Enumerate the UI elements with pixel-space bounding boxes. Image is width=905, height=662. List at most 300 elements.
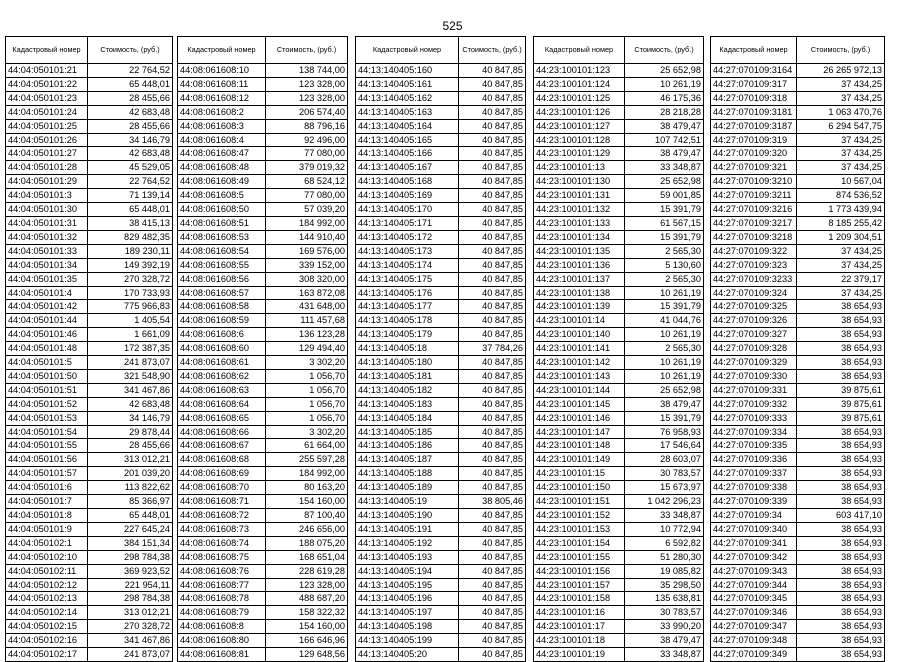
cadastral-number: 44:13:140405:182	[356, 383, 459, 397]
cost-value: 37 434,25	[797, 77, 885, 91]
cadastral-number: 44:27:070109:3164	[711, 64, 797, 78]
cadastral-number: 44:08:061608:54	[178, 244, 266, 258]
cadastral-number: 44:27:070109:318	[711, 91, 797, 105]
cost-value: 38 654,93	[797, 550, 885, 564]
cost-value: 15 673,97	[625, 481, 704, 495]
table-row	[178, 356, 348, 370]
cadastral-number: 44:23:100101:16	[534, 606, 625, 620]
table-row	[356, 606, 526, 620]
cadastral-number: 44:04:050101:55	[6, 439, 88, 453]
cadastral-number: 44:13:140405:185	[356, 425, 459, 439]
table-row	[356, 369, 526, 383]
cadastral-number: 44:08:061608:74	[178, 536, 266, 550]
cadastral-number: 44:13:140405:192	[356, 536, 459, 550]
cost-value: 38 654,93	[797, 522, 885, 536]
cadastral-number: 44:04:050101:6	[6, 481, 88, 495]
cadastral-number: 44:27:070109:327	[711, 328, 797, 342]
cost-value: 38 654,93	[797, 369, 885, 383]
table-row	[178, 314, 348, 328]
cadastral-number: 44:04:050102:14	[6, 606, 88, 620]
table-row	[356, 397, 526, 411]
table-row	[711, 606, 885, 620]
cost-value: 228 619,28	[266, 564, 348, 578]
cost-value: 38 654,93	[797, 328, 885, 342]
cost-value: 46 175,36	[625, 91, 704, 105]
cadastral-number: 44:08:061608:68	[178, 453, 266, 467]
cost-value: 40 847,85	[459, 509, 526, 523]
table-row	[178, 495, 348, 509]
cadastral-number: 44:08:061608:10	[178, 64, 266, 78]
cadastral-number: 44:13:140405:195	[356, 578, 459, 592]
cadastral-number: 44:23:100101:157	[534, 578, 625, 592]
cost-value: 341 467,86	[88, 634, 173, 648]
cost-value: 37 434,25	[797, 147, 885, 161]
cadastral-number: 44:13:140405:170	[356, 203, 459, 217]
table-row	[356, 175, 526, 189]
table-row	[711, 509, 885, 523]
table-row	[711, 258, 885, 272]
cost-value: 40 847,85	[459, 244, 526, 258]
table-row	[356, 91, 526, 105]
table-row	[178, 244, 348, 258]
cadastral-number: 44:08:061608:76	[178, 564, 266, 578]
cadastral-number: 44:13:140405:179	[356, 328, 459, 342]
table-row	[6, 189, 173, 203]
cadastral-number: 44:27:070109:324	[711, 286, 797, 300]
cost-value: 39 875,61	[797, 397, 885, 411]
table-row	[534, 216, 704, 230]
cost-value: 38 654,93	[797, 425, 885, 439]
cost-value: 59 001,85	[625, 189, 704, 203]
cadastral-number: 44:08:061608:49	[178, 175, 266, 189]
cost-value: 37 784,26	[459, 342, 526, 356]
table-row	[711, 592, 885, 606]
cost-value: 1 661,09	[88, 328, 173, 342]
table-row	[178, 64, 348, 78]
cost-value: 184 992,00	[266, 467, 348, 481]
table-row	[6, 203, 173, 217]
table-row	[178, 439, 348, 453]
cost-value: 40 847,85	[459, 606, 526, 620]
table-row	[178, 411, 348, 425]
table-row	[534, 342, 704, 356]
cost-value: 384 151,34	[88, 536, 173, 550]
cost-value: 35 298,50	[625, 578, 704, 592]
cost-value: 40 847,85	[459, 383, 526, 397]
table-row	[356, 634, 526, 648]
cost-value: 33 348,87	[625, 509, 704, 523]
cost-value: 22 764,52	[88, 64, 173, 78]
cadastral-number: 44:08:061608:70	[178, 481, 266, 495]
cadastral-number: 44:23:100101:17	[534, 620, 625, 634]
table-row	[711, 397, 885, 411]
cost-value: 17 546,64	[625, 439, 704, 453]
table-row	[178, 578, 348, 592]
cadastral-number: 44:23:100101:155	[534, 550, 625, 564]
table-row	[6, 230, 173, 244]
cost-value: 6 294 547,75	[797, 119, 885, 133]
cost-value: 92 496,00	[266, 133, 348, 147]
cost-value: 1 063 470,76	[797, 105, 885, 119]
cadastral-number: 44:13:140405:174	[356, 258, 459, 272]
header-cost: Стоимость, (руб.)	[797, 37, 885, 64]
cadastral-number: 44:04:050101:22	[6, 77, 88, 91]
cadastral-number: 44:27:070109:3216	[711, 203, 797, 217]
cost-value: 40 847,85	[459, 620, 526, 634]
cadastral-number: 44:08:061608:72	[178, 509, 266, 523]
cost-value: 40 847,85	[459, 272, 526, 286]
table-row	[178, 216, 348, 230]
cadastral-number: 44:13:140405:160	[356, 64, 459, 78]
cadastral-number: 44:08:061608:59	[178, 314, 266, 328]
table-row	[356, 509, 526, 523]
cost-value: 38 479,47	[625, 147, 704, 161]
cost-value: 227 645,24	[88, 522, 173, 536]
table-row	[711, 328, 885, 342]
cost-value: 40 847,85	[459, 356, 526, 370]
cost-value: 40 847,85	[459, 397, 526, 411]
cost-value: 2 565,30	[625, 244, 704, 258]
cadastral-number: 44:08:061608:65	[178, 411, 266, 425]
cadastral-number: 44:27:070109:345	[711, 592, 797, 606]
cost-value: 22 379,17	[797, 272, 885, 286]
cadastral-number: 44:13:140405:177	[356, 300, 459, 314]
cost-value: 188 075,20	[266, 536, 348, 550]
cost-value: 431 648,00	[266, 300, 348, 314]
cost-value: 25 652,98	[625, 64, 704, 78]
cost-value: 37 434,25	[797, 286, 885, 300]
table-row	[356, 356, 526, 370]
table-row	[356, 648, 526, 662]
cadastral-number: 44:23:100101:127	[534, 119, 625, 133]
cadastral-number: 44:23:100101:130	[534, 175, 625, 189]
table-row	[711, 216, 885, 230]
cost-value: 40 847,85	[459, 119, 526, 133]
table-row	[534, 119, 704, 133]
cadastral-number: 44:08:061608:58	[178, 300, 266, 314]
table-row	[178, 119, 348, 133]
table-row	[6, 258, 173, 272]
cost-value: 270 328,72	[88, 272, 173, 286]
cadastral-number: 44:27:070109:344	[711, 578, 797, 592]
cost-value: 40 847,85	[459, 536, 526, 550]
table-row	[534, 509, 704, 523]
table-row	[711, 77, 885, 91]
cadastral-number: 44:23:100101:125	[534, 91, 625, 105]
table-row	[711, 564, 885, 578]
cadastral-number: 44:04:050101:3	[6, 189, 88, 203]
cadastral-number: 44:13:140405:162	[356, 91, 459, 105]
table-row	[6, 272, 173, 286]
cost-value: 129 648,56	[266, 648, 348, 662]
cadastral-number: 44:27:070109:341	[711, 536, 797, 550]
cadastral-number: 44:23:100101:129	[534, 147, 625, 161]
cadastral-number: 44:08:061608:77	[178, 578, 266, 592]
cadastral-number: 44:13:140405:196	[356, 592, 459, 606]
cadastral-number: 44:27:070109:320	[711, 147, 797, 161]
cost-value: 775 966,83	[88, 300, 173, 314]
cadastral-number: 44:23:100101:138	[534, 286, 625, 300]
table-row	[534, 620, 704, 634]
table-row	[356, 147, 526, 161]
table-row	[356, 133, 526, 147]
cadastral-table-3	[355, 36, 526, 662]
cadastral-number: 44:23:100101:156	[534, 564, 625, 578]
cost-value: 40 847,85	[459, 175, 526, 189]
cadastral-number: 44:13:140405:187	[356, 453, 459, 467]
cost-value: 2 565,30	[625, 342, 704, 356]
table-row	[356, 286, 526, 300]
cadastral-number: 44:08:061608:60	[178, 342, 266, 356]
table-row	[6, 328, 173, 342]
cadastral-number: 44:23:100101:153	[534, 522, 625, 536]
cadastral-number: 44:23:100101:146	[534, 411, 625, 425]
cost-value: 149 392,19	[88, 258, 173, 272]
cost-value: 28 455,66	[88, 91, 173, 105]
cost-value: 313 012,21	[88, 453, 173, 467]
cadastral-number: 44:08:061608:2	[178, 105, 266, 119]
table-row	[356, 383, 526, 397]
cost-value: 38 654,93	[797, 342, 885, 356]
cost-value: 65 448,01	[88, 203, 173, 217]
cadastral-number: 44:23:100101:144	[534, 383, 625, 397]
table-row	[711, 467, 885, 481]
cost-value: 10 261,19	[625, 328, 704, 342]
cost-value: 10 261,19	[625, 286, 704, 300]
table-row	[356, 258, 526, 272]
table-row	[534, 411, 704, 425]
cadastral-number: 44:04:050101:46	[6, 328, 88, 342]
cost-value: 172 387,35	[88, 342, 173, 356]
table-row	[534, 592, 704, 606]
table-row	[356, 495, 526, 509]
cadastral-number: 44:23:100101:139	[534, 300, 625, 314]
table-row	[534, 244, 704, 258]
cost-value: 33 348,87	[625, 648, 704, 662]
table-row	[711, 175, 885, 189]
table-row	[178, 522, 348, 536]
table-row	[711, 369, 885, 383]
cadastral-number: 44:27:070109:328	[711, 342, 797, 356]
cost-value: 40 847,85	[459, 64, 526, 78]
table-row	[6, 314, 173, 328]
cost-value: 40 847,85	[459, 314, 526, 328]
cadastral-number: 44:23:100101:143	[534, 369, 625, 383]
cost-value: 206 574,40	[266, 105, 348, 119]
cadastral-number: 44:27:070109:342	[711, 550, 797, 564]
cost-value: 308 320,00	[266, 272, 348, 286]
cadastral-table-1	[5, 36, 173, 662]
table-row	[356, 620, 526, 634]
cost-value: 341 467,86	[88, 383, 173, 397]
cost-value: 8 185 255,42	[797, 216, 885, 230]
table-row	[178, 564, 348, 578]
cadastral-number: 44:04:050101:35	[6, 272, 88, 286]
cadastral-number: 44:23:100101:135	[534, 244, 625, 258]
table-row	[356, 439, 526, 453]
table-row	[534, 634, 704, 648]
cadastral-number: 44:04:050101:52	[6, 397, 88, 411]
cost-value: 38 654,93	[797, 564, 885, 578]
cadastral-number: 44:13:140405:193	[356, 550, 459, 564]
table-row	[6, 592, 173, 606]
table-row	[711, 64, 885, 78]
table-row	[711, 244, 885, 258]
table-row	[356, 467, 526, 481]
cost-value: 42 683,48	[88, 105, 173, 119]
cadastral-number: 44:27:070109:343	[711, 564, 797, 578]
cadastral-number: 44:23:100101:15	[534, 467, 625, 481]
table-row	[6, 453, 173, 467]
header-cadastral-number: Кадастровый номер	[711, 37, 797, 64]
table-row	[534, 425, 704, 439]
cost-value: 40 847,85	[459, 147, 526, 161]
cost-value: 38 654,93	[797, 439, 885, 453]
table-row	[178, 634, 348, 648]
cost-value: 40 847,85	[459, 522, 526, 536]
cost-value: 38 479,47	[625, 397, 704, 411]
cost-value: 1 405,54	[88, 314, 173, 328]
cost-value: 40 847,85	[459, 105, 526, 119]
table-row	[534, 467, 704, 481]
table-row	[6, 77, 173, 91]
table-row	[178, 300, 348, 314]
cadastral-number: 44:27:070109:329	[711, 356, 797, 370]
table-row	[178, 328, 348, 342]
table-row	[534, 300, 704, 314]
cadastral-number: 44:23:100101:134	[534, 230, 625, 244]
cadastral-number: 44:04:050101:34	[6, 258, 88, 272]
table-row	[178, 536, 348, 550]
table-row	[6, 175, 173, 189]
cost-value: 107 742,51	[625, 133, 704, 147]
table-row	[534, 397, 704, 411]
cost-value: 25 652,98	[625, 383, 704, 397]
table-row	[178, 189, 348, 203]
cost-value: 33 348,87	[625, 161, 704, 175]
cadastral-number: 44:04:050101:7	[6, 495, 88, 509]
table-row	[711, 648, 885, 662]
table-row	[711, 286, 885, 300]
table-row	[534, 356, 704, 370]
cadastral-number: 44:23:100101:158	[534, 592, 625, 606]
page-number: 525	[442, 19, 463, 33]
table-row	[711, 105, 885, 119]
cost-value: 379 019,32	[266, 161, 348, 175]
table-row	[356, 300, 526, 314]
cost-value: 40 847,85	[459, 439, 526, 453]
cost-value: 113 822,62	[88, 481, 173, 495]
cadastral-number: 44:13:140405:181	[356, 369, 459, 383]
cadastral-number: 44:13:140405:167	[356, 161, 459, 175]
cadastral-number: 44:27:070109:346	[711, 606, 797, 620]
cost-value: 40 847,85	[459, 133, 526, 147]
cost-value: 1 773 439,94	[797, 203, 885, 217]
table-row	[534, 272, 704, 286]
cost-value: 169 576,00	[266, 244, 348, 258]
table-row	[534, 258, 704, 272]
cost-value: 1 042 296,23	[625, 495, 704, 509]
cadastral-number: 44:04:050101:42	[6, 300, 88, 314]
table-row	[711, 189, 885, 203]
cost-value: 339 152,00	[266, 258, 348, 272]
table-row	[711, 203, 885, 217]
cost-value: 38 654,93	[797, 495, 885, 509]
table-row	[711, 453, 885, 467]
table-row	[6, 564, 173, 578]
cadastral-number: 44:27:070109:3187	[711, 119, 797, 133]
cadastral-number: 44:23:100101:14	[534, 314, 625, 328]
cadastral-number: 44:13:140405:166	[356, 147, 459, 161]
cadastral-number: 44:23:100101:13	[534, 161, 625, 175]
cost-value: 68 524,12	[266, 175, 348, 189]
cost-value: 40 847,85	[459, 634, 526, 648]
table-row	[178, 592, 348, 606]
table-row	[711, 578, 885, 592]
cadastral-number: 44:23:100101:18	[534, 634, 625, 648]
table-row	[178, 203, 348, 217]
cost-value: 138 744,00	[266, 64, 348, 78]
cadastral-number: 44:04:050101:30	[6, 203, 88, 217]
cadastral-number: 44:27:070109:3233	[711, 272, 797, 286]
cadastral-number: 44:27:070109:3217	[711, 216, 797, 230]
cost-value: 37 434,25	[797, 244, 885, 258]
cadastral-number: 44:13:140405:190	[356, 509, 459, 523]
cadastral-number: 44:08:061608:48	[178, 161, 266, 175]
cadastral-number: 44:04:050101:9	[6, 522, 88, 536]
cadastral-number: 44:27:070109:3211	[711, 189, 797, 203]
cost-value: 34 146,79	[88, 133, 173, 147]
header-cost: Стоимость, (руб.)	[88, 37, 173, 64]
cost-value: 38 654,93	[797, 634, 885, 648]
cost-value: 321 548,90	[88, 369, 173, 383]
table-row	[6, 620, 173, 634]
cadastral-number: 44:04:050102:16	[6, 634, 88, 648]
cadastral-number: 44:04:050102:1	[6, 536, 88, 550]
cadastral-number: 44:27:070109:340	[711, 522, 797, 536]
cadastral-number: 44:08:061608:75	[178, 550, 266, 564]
cadastral-number: 44:08:061608:78	[178, 592, 266, 606]
cost-value: 298 784,38	[88, 550, 173, 564]
cadastral-number: 44:08:061608:12	[178, 91, 266, 105]
cadastral-number: 44:13:140405:169	[356, 189, 459, 203]
table-row	[711, 522, 885, 536]
table-row	[6, 481, 173, 495]
table-row	[711, 620, 885, 634]
table-row	[178, 453, 348, 467]
cost-value: 184 992,00	[266, 216, 348, 230]
cost-value: 123 328,00	[266, 91, 348, 105]
cost-value: 22 764,52	[88, 175, 173, 189]
cost-value: 40 847,85	[459, 161, 526, 175]
cadastral-number: 44:13:140405:189	[356, 481, 459, 495]
cadastral-number: 44:23:100101:141	[534, 342, 625, 356]
cadastral-number: 44:23:100101:19	[534, 648, 625, 662]
cost-value: 28 455,66	[88, 439, 173, 453]
cost-value: 40 847,85	[459, 328, 526, 342]
table-row	[356, 203, 526, 217]
table-row	[356, 119, 526, 133]
table-row	[178, 481, 348, 495]
cost-value: 1 209 304,51	[797, 230, 885, 244]
cadastral-number: 44:13:140405:19	[356, 495, 459, 509]
table-row	[711, 495, 885, 509]
table-row	[711, 439, 885, 453]
cadastral-number: 44:27:070109:330	[711, 369, 797, 383]
cost-value: 38 479,47	[625, 119, 704, 133]
table-row	[178, 272, 348, 286]
cadastral-number: 44:27:070109:321	[711, 161, 797, 175]
